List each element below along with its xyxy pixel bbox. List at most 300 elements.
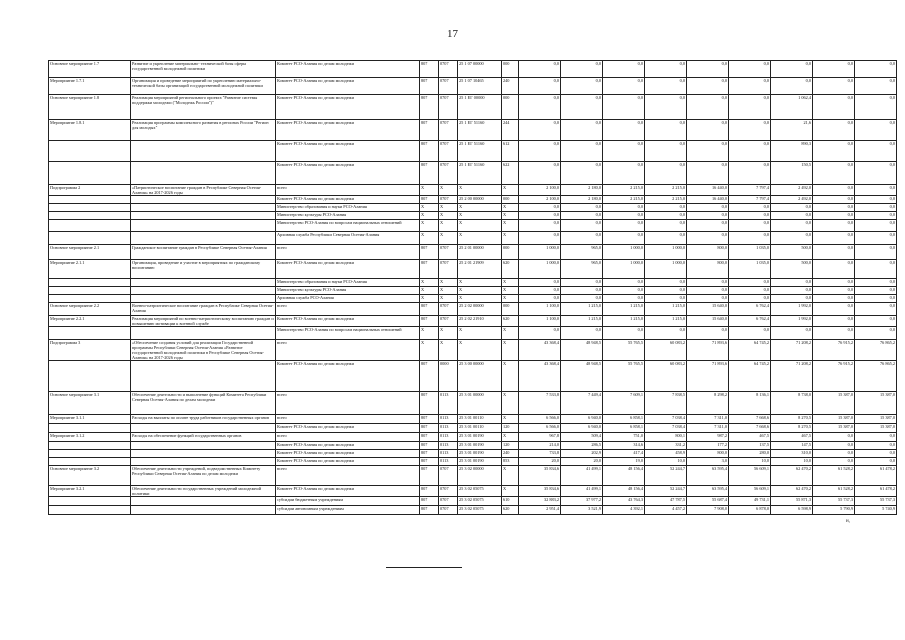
row-value-cell: 15 387,0 [813,392,855,415]
row-name-cell: «Обеспечение создания условий для реализации Государственной программы Республики Северная Осетия-Алания «Развитие государственной молодежной политики в Республике Северная Осетия-Алания» на 2017-2026 годы [131,340,276,361]
row-name-cell: Реализация программы комплексного развития в регионах России "Регион для молодых" [131,120,276,141]
row-value-cell: 0,0 [855,245,897,260]
row-value-cell: 0,0 [855,204,897,212]
row-csr-cell: 25 3 01 00190 [458,458,502,466]
row-name-cell [131,212,276,220]
row-value-cell: 0,0 [729,95,771,120]
row-value-cell: 0,0 [603,162,645,185]
row-value-cell: 0,0 [561,279,603,287]
row-value-cell: 0,0 [855,162,897,185]
row-value-cell: 8 738,0 [771,392,813,415]
row-rzpr-cell: X [439,327,458,340]
row-value-cell: 71 893,6 [687,361,729,392]
row-type-cell [49,361,131,392]
row-csr-cell: 25 3 01 00110 [458,415,502,424]
row-value-cell: 0,0 [519,287,561,295]
footer-divider [386,567,462,568]
row-value-cell: 0,0 [855,196,897,204]
row-executor-cell: Комитет РСО-Алания по делам молодежи [276,141,420,162]
row-rzpr-cell: 0707 [439,316,458,327]
row-value-cell: 202,9 [561,450,603,458]
row-value-cell: 0,0 [687,220,729,232]
row-rzpr-cell: X [439,220,458,232]
row-value-cell: 0,0 [561,212,603,220]
row-grbs-cell: 807 [420,141,439,162]
row-value-cell: 0,0 [645,279,687,287]
row-value-cell: 0,0 [813,95,855,120]
table-row [49,61,897,78]
row-value-cell: 52 244,7 [645,486,687,497]
row-csr-cell: 25 3 01 00190 [458,433,502,442]
row-csr-cell: 25 3 02 05075 [458,506,502,515]
row-type-cell [49,287,131,295]
row-name-cell [131,450,276,458]
row-value-cell: 61 478,2 [855,486,897,497]
row-vr-cell: 622 [502,162,519,185]
row-name-cell [131,279,276,287]
row-vr-cell: X [502,486,519,497]
row-value-cell: 7 797,4 [729,196,771,204]
table-row [49,458,897,466]
row-value-cell: 15 387,0 [813,415,855,424]
row-name-cell: Реализация мероприятий по военно-патриотическому воспитанию граждан и повышению мотивации к военной службе [132,316,274,326]
row-value-cell: 76 865,2 [855,340,897,361]
row-rzpr-cell: 0707 [439,466,458,486]
row-executor-cell: субсидии бюджетным учреждениям [276,497,420,506]
row-csr-cell: 25 1 07 00000 [458,61,502,78]
row-rzpr-cell: X [439,232,458,245]
row-value-cell: 2 951,4 [519,506,561,515]
row-executor-cell: всего [276,303,420,316]
row-vr-cell: 120 [502,424,519,433]
row-grbs-cell: 807 [420,466,439,486]
row-value-cell: 1 215,0 [561,316,603,327]
row-grbs-cell: 807 [420,506,439,515]
row-csr-cell: 25 3 01 00190 [458,442,502,450]
row-value-cell: 0,0 [519,78,561,95]
row-value-cell: 55 765,5 [603,361,645,392]
row-value-cell: 0,0 [645,232,687,245]
row-csr-cell: 25 2 00 00000 [458,196,502,204]
row-value-cell: 6 858,1 [603,415,645,424]
table-row [49,279,897,287]
row-value-cell: 2 180,0 [561,185,603,196]
row-value-cell: 0,0 [519,141,561,162]
row-value-cell: 1 000,0 [645,260,687,279]
row-name-cell [131,458,276,466]
row-value-cell: 0,0 [855,95,897,120]
row-value-cell: 55 871,3 [771,497,813,506]
row-type-cell: Основное мероприятие 1.7 [49,61,131,78]
row-name-cell: Военно-патриотическое воспитание граждан в Республике Северная Осетия-Алания [131,303,276,316]
row-value-cell: 0,0 [855,287,897,295]
row-value-cell: 5 790,9 [813,506,855,515]
row-value-cell: 0,0 [813,458,855,466]
row-value-cell: 280,0 [729,450,771,458]
row-csr-cell: X [458,295,502,303]
row-value-cell: 0,0 [729,327,771,340]
row-executor-cell: Комитет РСО-Алания по делам молодежи [276,450,420,458]
row-value-cell: 0,0 [813,162,855,185]
row-value-cell: 509,4 [561,433,603,442]
table-row [49,327,897,340]
row-type-cell: Мероприятие 1.7.1 [49,78,131,95]
row-rzpr-cell: X [439,204,458,212]
row-vr-cell: X [502,415,519,424]
row-value-cell: 7 908,0 [687,506,729,515]
row-rzpr-cell: 0707 [439,260,458,279]
row-grbs-cell: 807 [420,162,439,185]
row-name-cell: Обеспечение деятельности государственных учреждений молодежной политики [131,486,276,497]
row-value-cell: 71 208,2 [771,340,813,361]
row-value-cell: 0,0 [855,450,897,458]
row-csr-cell: X [458,185,502,196]
row-type-cell [49,442,131,450]
row-value-cell: 500,0 [771,260,813,279]
row-value-cell: 76 915,2 [813,340,855,361]
row-grbs-cell: 807 [420,260,439,279]
row-vr-cell: X [502,220,519,232]
row-executor-cell: Комитет РСО-Алания по делам молодежи [276,424,420,433]
row-grbs-cell: X [420,295,439,303]
row-executor-cell: Комитет РСО-Алания по делам молодежи [276,316,420,327]
row-type-cell: Подпрограмма 3 [49,340,131,361]
row-vr-cell: 853 [502,458,519,466]
row-rzpr-cell: 0113 [439,415,458,424]
row-name-cell [131,220,276,232]
row-value-cell: 0,0 [561,78,603,95]
row-name-cell [131,506,276,515]
row-value-cell: 60 083,2 [645,340,687,361]
row-grbs-cell: 807 [420,486,439,497]
row-rzpr-cell: 0707 [439,506,458,515]
row-value-cell: 0,0 [813,245,855,260]
row-type-cell [49,450,131,458]
row-value-cell: 2 100,0 [519,185,561,196]
row-value-cell: 0,0 [771,204,813,212]
row-value-cell: 15 387,0 [855,415,897,424]
row-value-cell: 52 244,7 [645,466,687,486]
row-value-cell: 0,0 [603,120,645,141]
row-value-cell: 0,0 [855,78,897,95]
row-type-cell: Основное мероприятие 3.1 [49,392,131,415]
table-row [49,361,897,392]
table-row [49,78,897,95]
row-value-cell: 800,0 [687,450,729,458]
row-value-cell: 1 100,0 [519,303,561,316]
row-value-cell: 0,0 [729,204,771,212]
row-value-cell: 0,0 [687,141,729,162]
row-rzpr-cell: 0113 [439,442,458,450]
row-value-cell: 0,0 [813,327,855,340]
row-value-cell: 16 440,0 [687,185,729,196]
row-value-cell: 0,0 [645,295,687,303]
table-row [49,204,897,212]
row-value-cell: 0,0 [855,260,897,279]
row-value-cell: 0,0 [813,450,855,458]
row-value-cell: 6 858,1 [603,424,645,433]
row-rzpr-cell: 0707 [439,141,458,162]
row-value-cell: 0,0 [729,279,771,287]
page-number: 17 [447,28,458,40]
row-executor-cell: Министерство культуры РСО-Алания [276,212,420,220]
row-value-cell: 6 940,0 [561,424,603,433]
row-value-cell: 0,0 [729,295,771,303]
row-vr-cell: 240 [502,78,519,95]
row-type-cell [49,141,131,162]
row-value-cell: 64 745,2 [729,361,771,392]
row-value-cell: 0,0 [687,204,729,212]
row-name-cell: Обеспечение деятельности учреждений, подведомственных Комитету Республики Северная Осетия-Алания по делам молодежи [131,466,276,486]
row-value-cell: 147,5 [771,442,813,450]
row-rzpr-cell: 0000 [439,361,458,392]
row-value-cell: 417,4 [603,450,645,458]
row-value-cell: 0,0 [855,327,897,340]
row-grbs-cell: 807 [420,442,439,450]
row-vr-cell: X [502,295,519,303]
row-value-cell: 0,0 [813,287,855,295]
row-name-cell [131,204,276,212]
row-grbs-cell: 807 [420,424,439,433]
row-value-cell: 35 834,6 [519,486,561,497]
row-type-cell [49,220,131,232]
row-value-cell: 1 062,4 [771,95,813,120]
row-executor-cell: всего [276,433,420,442]
budget-table [48,60,897,515]
row-value-cell: 3 521,9 [561,506,603,515]
row-rzpr-cell: 0707 [439,303,458,316]
row-value-cell: 20,0 [561,458,603,466]
row-name-cell [131,295,276,303]
row-vr-cell: X [502,466,519,486]
row-grbs-cell: 807 [420,303,439,316]
row-value-cell: 0,0 [813,220,855,232]
row-value-cell: 0,0 [645,141,687,162]
row-executor-cell: Комитет РСО-Алания по делам молодежи [276,442,420,450]
row-value-cell: 965,0 [561,245,603,260]
row-value-cell: 1 035,0 [729,260,771,279]
row-value-cell: 0,0 [813,120,855,141]
row-value-cell: 0,0 [729,232,771,245]
row-value-cell: 55 687,4 [687,497,729,506]
row-value-cell: 0,0 [561,204,603,212]
row-grbs-cell: X [420,232,439,245]
row-value-cell: 0,0 [645,212,687,220]
row-rzpr-cell: 0113 [439,392,458,415]
table-row [49,95,897,120]
row-value-cell: 0,0 [561,287,603,295]
row-rzpr-cell: 0707 [439,196,458,204]
row-value-cell: 0,0 [771,220,813,232]
row-value-cell: 800,1 [645,433,687,442]
row-executor-cell: Министерство РСО-Алания по вопросам национальных отношений [276,220,420,232]
row-type-cell: Мероприятие 3.2.1 [49,486,131,497]
row-value-cell: 0,0 [813,442,855,450]
row-value-cell: 0,0 [813,61,855,78]
row-value-cell: 0,0 [519,295,561,303]
row-csr-cell: 25 3 01 00110 [458,424,502,433]
row-value-cell: 967,8 [519,433,561,442]
row-csr-cell: X [458,232,502,245]
row-value-cell: 331,2 [645,442,687,450]
row-vr-cell: 612 [502,141,519,162]
row-value-cell: 0,0 [519,327,561,340]
table-row [49,486,897,497]
row-value-cell: 0,0 [813,295,855,303]
row-executor-cell: Министерство культуры РСО-Алания [276,287,420,295]
row-value-cell: 2 215,0 [645,185,687,196]
row-type-cell: Мероприятие 1.8.1 [49,120,131,141]
row-vr-cell: X [502,340,519,361]
row-value-cell: 0,0 [687,327,729,340]
row-executor-cell: всего [276,392,420,415]
row-value-cell: 0,0 [561,327,603,340]
row-name-cell [131,287,276,295]
row-vr-cell: X [502,185,519,196]
row-value-cell: 0,0 [855,279,897,287]
row-value-cell: 286,5 [561,442,603,450]
row-type-cell [49,279,131,287]
row-value-cell: 0,0 [855,185,897,196]
row-value-cell: 7 311,0 [687,415,729,424]
row-csr-cell: 25 2 01 21909 [458,260,502,279]
row-name-cell: Обеспечение деятельности и выполнение функций Комитета Республики Северная Осетия-Алания по делам молодежи [131,392,276,415]
row-csr-cell: 25 1 ЕГ 51160 [458,120,502,141]
table-row [49,196,897,204]
row-value-cell: 7 668,6 [729,415,771,424]
row-value-cell: 214,0 [519,442,561,450]
row-rzpr-cell: 0707 [439,162,458,185]
table-row [49,415,897,424]
row-value-cell: 0,0 [519,120,561,141]
row-value-cell: 0,0 [855,316,897,327]
row-value-cell: 0,0 [519,279,561,287]
row-rzpr-cell: X [439,212,458,220]
row-grbs-cell: X [420,327,439,340]
row-value-cell: 0,0 [687,162,729,185]
row-value-cell: 0,0 [771,61,813,78]
row-value-cell: 0,0 [813,204,855,212]
row-value-cell: 0,0 [729,220,771,232]
row-value-cell: 0,0 [771,232,813,245]
row-value-cell: 1 215,0 [603,303,645,316]
row-executor-cell: всего [276,245,420,260]
row-value-cell: 0,0 [813,141,855,162]
table-row [49,295,897,303]
row-value-cell: 1 215,0 [645,316,687,327]
row-value-cell: 62 470,2 [771,486,813,497]
row-value-cell: 458,9 [645,450,687,458]
row-executor-cell: всего [276,185,420,196]
row-grbs-cell: X [420,220,439,232]
row-value-cell: 47 787,5 [645,497,687,506]
row-value-cell: 0,0 [855,303,897,316]
row-value-cell: 1 992,0 [771,316,813,327]
row-value-cell: 0,0 [645,287,687,295]
row-value-cell: 0,0 [561,61,603,78]
row-type-cell [49,212,131,220]
row-value-cell: 0,0 [855,433,897,442]
row-executor-cell: Комитет РСО-Алания по делам молодежи [276,78,420,95]
row-value-cell: 63 595,4 [687,486,729,497]
row-grbs-cell: 807 [420,392,439,415]
row-vr-cell: X [502,287,519,295]
row-rzpr-cell: 0707 [439,95,458,120]
row-value-cell: 61 528,2 [813,486,855,497]
row-value-cell: 467,5 [771,433,813,442]
row-value-cell: 310,0 [771,450,813,458]
row-vr-cell: 000 [502,196,519,204]
row-csr-cell: 25 3 02 05075 [458,497,502,506]
row-value-cell: 800,0 [687,245,729,260]
row-vr-cell: X [502,327,519,340]
row-name-cell [131,232,276,245]
row-value-cell: 0,0 [855,442,897,450]
row-value-cell: 1 000,0 [519,245,561,260]
row-rzpr-cell: 0707 [439,497,458,506]
row-value-cell: 2 215,0 [603,185,645,196]
row-value-cell: 6 762,4 [729,303,771,316]
row-value-cell: 0,0 [603,327,645,340]
row-value-cell: 0,0 [519,162,561,185]
row-executor-cell: Комитет РСО-Алания по делам молодежи [276,361,420,392]
row-value-cell: 5 740,9 [855,506,897,515]
row-type-cell [49,232,131,245]
table-row [49,303,897,316]
row-value-cell: 15 640,0 [687,303,729,316]
row-value-cell: 0,0 [813,78,855,95]
row-value-cell: 890,3 [771,141,813,162]
row-value-cell: 0,0 [687,212,729,220]
row-value-cell: 0,0 [603,220,645,232]
row-grbs-cell: 807 [420,196,439,204]
row-value-cell: 751,0 [603,433,645,442]
row-value-cell: 0,0 [645,220,687,232]
row-executor-cell: Комитет РСО-Алания по делам молодежи [276,486,420,497]
row-csr-cell: X [458,327,502,340]
table-row [49,506,897,515]
row-name-cell [131,497,276,506]
row-value-cell: 7 668,6 [729,424,771,433]
row-value-cell: 4 392,1 [603,506,645,515]
row-type-cell [49,424,131,433]
row-value-cell: 61 478,2 [855,466,897,486]
table-row [49,120,897,141]
row-executor-cell: Архивная служба Республики Северная Осетия-Алания [276,232,420,245]
row-value-cell: 0,0 [855,141,897,162]
row-value-cell: 0,0 [855,232,897,245]
row-type-cell: Подпрограмма 2 [49,185,131,196]
table-row [49,287,897,295]
row-value-cell: 35 834,6 [519,466,561,486]
row-vr-cell: 240 [502,450,519,458]
row-value-cell: 2 215,0 [603,196,645,204]
row-value-cell: 6 940,0 [561,415,603,424]
corner-mark: н, [846,519,850,524]
row-value-cell: 19,0 [603,458,645,466]
row-vr-cell: X [502,204,519,212]
row-csr-cell: 25 1 07 10465 [458,78,502,95]
row-value-cell: 0,0 [687,95,729,120]
row-value-cell: 177,2 [687,442,729,450]
row-rzpr-cell: X [439,295,458,303]
row-csr-cell: 25 3 02 05075 [458,486,502,497]
row-value-cell: 0,0 [729,287,771,295]
row-executor-cell: Комитет РСО-Алания по делам молодежи [276,260,420,279]
row-value-cell: 0,0 [855,120,897,141]
row-type-cell: Мероприятие 3.1.1 [49,415,131,424]
row-value-cell: 0,0 [603,279,645,287]
